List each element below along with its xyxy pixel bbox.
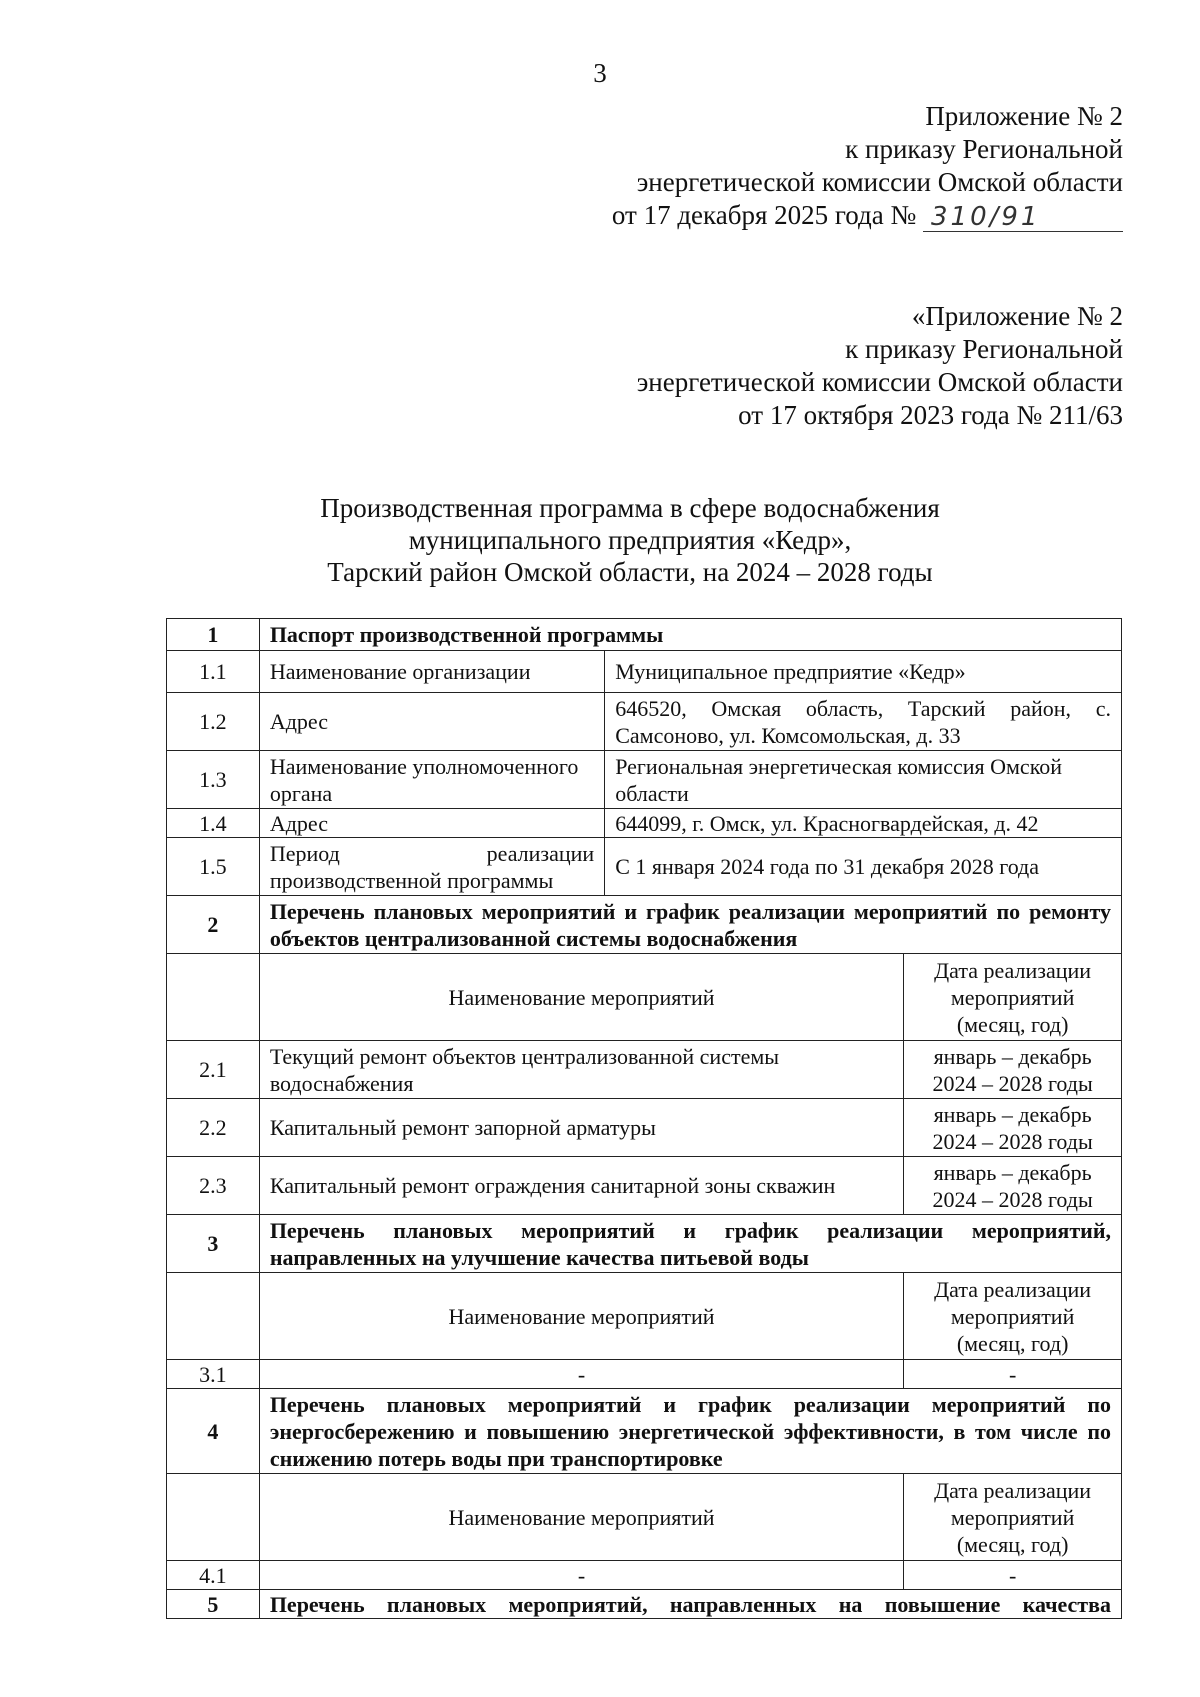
row-number: 1.4	[167, 809, 260, 838]
row-number: 2.2	[167, 1099, 260, 1157]
section-title: Паспорт производственной программы	[259, 619, 1121, 651]
row-value: 646520, Омская область, Тарский район, с. Самсоново, ул. Комсомольская, д. 33	[605, 693, 1122, 751]
section-title: Перечень плановых мероприятий, направленных на повышение качества	[259, 1590, 1121, 1619]
header-line: «Приложение № 2	[911, 301, 1123, 331]
row-value: Муниципальное предприятие «Кедр»	[605, 651, 1122, 693]
table-row	[167, 1157, 1122, 1215]
row-number: 4.1	[167, 1561, 260, 1590]
column-header-date: Дата реализации мероприятий (месяц, год)	[904, 954, 1122, 1041]
header-line: Приложение № 2	[925, 101, 1123, 131]
row-number: 2.3	[167, 1157, 260, 1215]
empty-cell	[167, 1273, 260, 1360]
title-line: Производственная программа в сфере водоснабжения	[320, 493, 940, 523]
column-header-name: Наименование мероприятий	[259, 1273, 903, 1360]
row-value: 644099, г. Омск, ул. Красногвардейская, д. 42	[605, 809, 1122, 838]
row-date: -	[904, 1360, 1122, 1389]
row-number: 1.5	[167, 838, 260, 896]
table-row	[167, 1360, 1122, 1389]
header-current-appendix	[612, 100, 1123, 232]
section-number: 1	[167, 619, 260, 651]
section-number: 5	[167, 1590, 260, 1619]
section-row	[167, 896, 1122, 954]
handwritten-order-number: 310/91	[923, 202, 1123, 232]
row-label: Адрес	[259, 693, 604, 751]
header-line: к приказу Региональной	[845, 134, 1123, 164]
row-name: Капитальный ремонт ограждения санитарной зоны скважин	[259, 1157, 903, 1215]
row-value: Региональная энергетическая комиссия Омской области	[605, 751, 1122, 809]
column-header-date: Дата реализации мероприятий (месяц, год)	[904, 1273, 1122, 1360]
header-date-line	[612, 199, 1123, 232]
title-line: Тарский район Омской области, на 2024 – 2028 годы	[327, 557, 933, 587]
title-line: муниципального предприятия «Кедр»,	[408, 525, 852, 555]
table-row	[167, 1561, 1122, 1590]
table-row	[167, 1099, 1122, 1157]
table-row	[167, 651, 1122, 693]
section-row	[167, 1215, 1122, 1273]
header-line: энергетической комиссии Омской области	[636, 167, 1123, 197]
row-number: 1.2	[167, 693, 260, 751]
section-row	[167, 1590, 1122, 1619]
column-header-name: Наименование мероприятий	[259, 954, 903, 1041]
section-title: Перечень плановых мероприятий и график реализации мероприятий, направленных на улучшение качества питьевой воды	[259, 1215, 1121, 1273]
column-header-row	[167, 1273, 1122, 1360]
header-date-prefix: от 17 декабря 2025 года №	[611, 200, 917, 230]
row-number: 3.1	[167, 1360, 260, 1389]
section-number: 2	[167, 896, 260, 954]
row-number: 2.1	[167, 1041, 260, 1099]
section-title: Перечень плановых мероприятий и график реализации мероприятий по ремонту объектов централизованной системы водоснабжения	[259, 896, 1121, 954]
row-date: январь – декабрь 2024 – 2028 годы	[904, 1041, 1122, 1099]
row-date: январь – декабрь 2024 – 2028 годы	[904, 1099, 1122, 1157]
column-header-name: Наименование мероприятий	[259, 1474, 903, 1561]
section-row	[167, 619, 1122, 651]
row-name: Капитальный ремонт запорной арматуры	[259, 1099, 903, 1157]
section-number: 3	[167, 1215, 260, 1273]
row-number: 1.1	[167, 651, 260, 693]
empty-cell	[167, 1474, 260, 1561]
column-header-row	[167, 954, 1122, 1041]
header-line: к приказу Региональной	[845, 334, 1123, 364]
row-name: -	[259, 1561, 903, 1590]
section-title: Перечень плановых мероприятий и график реализации мероприятий по энергосбережению и повышению энергетической эффективности, в том числе по снижению потерь воды при транспортировке	[259, 1389, 1121, 1474]
header-line: энергетической комиссии Омской области	[636, 367, 1123, 397]
row-name: -	[259, 1360, 903, 1389]
table-row	[167, 838, 1122, 896]
row-label: Адрес	[259, 809, 604, 838]
row-label: Наименование организации	[259, 651, 604, 693]
row-number: 1.3	[167, 751, 260, 809]
page-number: 3	[593, 58, 607, 88]
row-value: С 1 января 2024 года по 31 декабря 2028 года	[605, 838, 1122, 896]
section-number: 4	[167, 1389, 260, 1474]
table-row	[167, 693, 1122, 751]
header-line: от 17 октября 2023 года № 211/63	[738, 400, 1123, 430]
table-row	[167, 1041, 1122, 1099]
row-name: Текущий ремонт объектов централизованной системы водоснабжения	[259, 1041, 903, 1099]
section-row	[167, 1389, 1122, 1474]
header-previous-appendix	[637, 300, 1123, 432]
document-title	[300, 492, 960, 588]
row-label: Период реализации производственной программы	[259, 838, 604, 896]
column-header-date: Дата реализации мероприятий (месяц, год)	[904, 1474, 1122, 1561]
table-row	[167, 751, 1122, 809]
empty-cell	[167, 954, 260, 1041]
table-row	[167, 809, 1122, 838]
program-table	[166, 618, 1122, 1619]
column-header-row	[167, 1474, 1122, 1561]
row-date: -	[904, 1561, 1122, 1590]
row-date: январь – декабрь 2024 – 2028 годы	[904, 1157, 1122, 1215]
row-label: Наименование уполномоченного органа	[259, 751, 604, 809]
